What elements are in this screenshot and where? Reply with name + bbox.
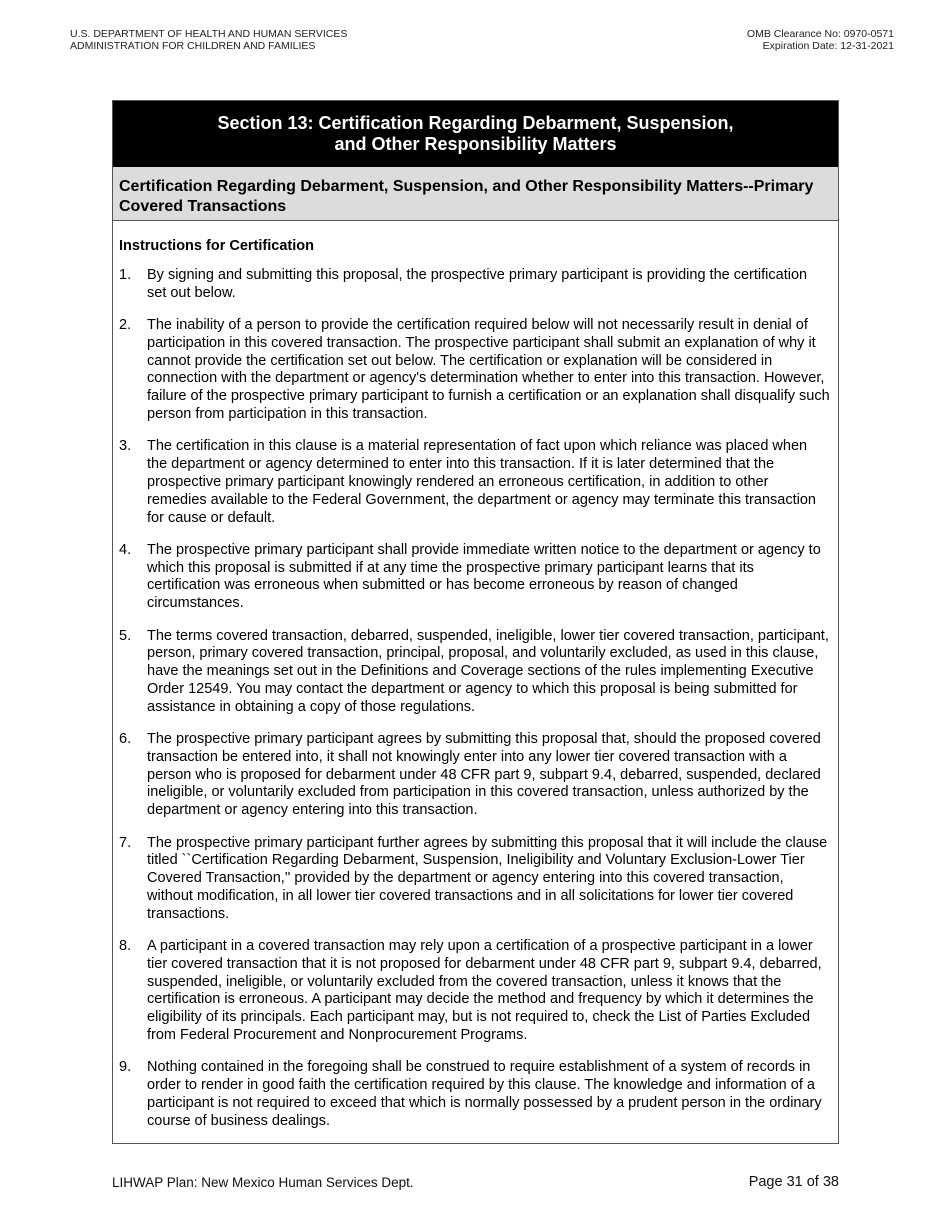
list-item (119, 267, 830, 303)
omb-clearance: OMB Clearance No: 0970-0571 (746, 28, 894, 40)
item-number: 6. (119, 731, 132, 748)
list-item (119, 835, 830, 924)
section-title-line-1: Section 13: Certification Regarding Debarment, Suspension, (217, 113, 734, 133)
page-number: Page 31 of 38 (748, 1174, 839, 1190)
item-number: 9. (119, 1059, 132, 1076)
item-text: The prospective primary participant shall provide immediate written notice to the department or agency to which this proposal is submitted if at any time the prospective primary participant learns that its certification was erroneous when submitted or has become erroneous by reason of changed circumstances. (147, 541, 821, 612)
item-number: 3. (119, 438, 132, 455)
section-box (112, 100, 839, 1144)
item-text: The terms covered transaction, debarred, suspended, ineligible, lower tier covered transaction, participant, person, primary covered transaction, principal, proposal, and voluntarily excluded, as used in this clause, have the meanings set out in the Definitions and Coverage sections of the rules implementing Executive Order 12549. You may contact the department or agency to which this proposal is being submitted for assistance in obtaining a copy of those regulations. (147, 627, 829, 715)
list-item (119, 317, 830, 424)
agency-line-1: U.S. DEPARTMENT OF HEALTH AND HUMAN SERVICES (70, 28, 348, 40)
list-item (119, 628, 830, 717)
item-text: Nothing contained in the foregoing shall be construed to require establishment of a system of records in order to render in good faith the certification required by this clause. The knowledge and information of a participant is not required to exceed that which is normally possessed by a prudent person in the ordinary course of business dealings. (147, 1059, 822, 1129)
list-item (119, 731, 830, 820)
item-number: 7. (119, 834, 132, 851)
item-text: The certification in this clause is a material representation of fact upon which reliance was placed when the department or agency determined to enter into this transaction. If it is later determined that the prospective primary participant knowingly rendered an erroneous certification, in addition to other remedies available to the Federal Government, the department or agency may terminate this transaction for cause or default. (147, 438, 816, 526)
item-number: 2. (119, 317, 132, 334)
omb-header (747, 28, 894, 52)
section-body (113, 221, 838, 1130)
item-number: 4. (119, 541, 132, 558)
agency-line-2: ADMINISTRATION FOR CHILDREN AND FAMILIES (70, 40, 316, 52)
item-text: The inability of a person to provide the certification required below will not necessarily result in denial of participation in this covered transaction. The prospective participant shall submit an explanation of why it cannot provide the certification set out below. The certification or explanation will be considered in connection with the department or agency's determination whether to enter into this transaction. However, failure of the prospective primary participant to furnish a certification or an explanation shall disqualify such person from participation in this transaction. (147, 317, 830, 423)
item-text: By signing and submitting this proposal, the prospective primary participant is providing the certification set out below. (147, 267, 808, 301)
item-text: The prospective primary participant agrees by submitting this proposal that, should the proposed covered transaction be entered into, it shall not knowingly enter into any lower tier covered transaction with a person who is proposed for debarment under 48 CFR part 9, subpart 9.4, debarred, suspended, declared ineligible, or voluntarily excluded from participation in this covered transaction, unless authorized by the department or agency entering into this transaction. (147, 731, 821, 819)
section-title (113, 101, 838, 167)
list-item (119, 438, 830, 527)
section-title-line-2: and Other Responsibility Matters (334, 134, 617, 154)
expiration-date: Expiration Date: 12-31-2021 (762, 40, 894, 52)
item-number: 1. (119, 267, 132, 283)
item-text: A participant in a covered transaction may rely upon a certification of a prospective participant in a lower tier covered transaction that it is not proposed for debarment under 48 CFR part 9, subpart 9.4, debarred, suspended, ineligible, or voluntarily excluded from the covered transaction, unless it knows that the certification is erroneous. A participant may decide the method and frequency by which it determines the eligibility of its principals. Each participant may, but is not required to, check the List of Parties Excluded from Federal Procurement and Nonprocurement Programs. (147, 938, 822, 1043)
list-item (119, 938, 830, 1045)
item-number: 8. (119, 938, 132, 954)
list-item (119, 542, 830, 613)
agency-header (70, 28, 347, 52)
section-subheading: Certification Regarding Debarment, Suspension, and Other Responsibility Matters--Primary Covered Transactions (113, 167, 838, 221)
instruction-list (119, 267, 830, 1130)
instructions-title: Instructions for Certification (119, 238, 314, 254)
item-text: The prospective primary participant further agrees by submitting this proposal that it will include the clause titled ``Certification Regarding Debarment, Suspension, Ineligibility and Voluntary Exclusion-Lower Tier Covered Transaction,'' provided by the department or agency entering into this covered transaction, without modification, in all lower tier covered transactions and in all solicitations for lower tier covered transactions. (147, 834, 828, 922)
item-number: 5. (119, 627, 132, 644)
footer-plan-name: LIHWAP Plan: New Mexico Human Services Dept. (112, 1175, 414, 1190)
list-item (119, 1059, 830, 1130)
